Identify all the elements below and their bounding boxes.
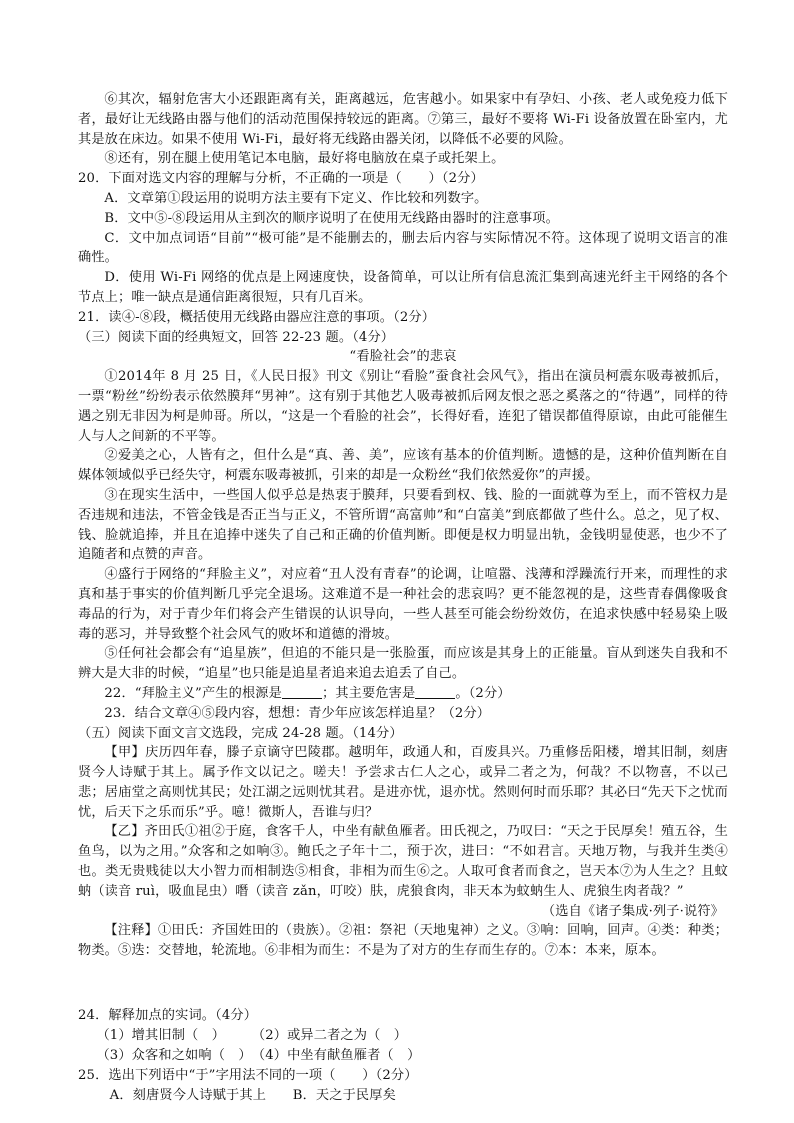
- passage-block-1: [78, 90, 728, 684]
- paragraph: B．文中⑤-⑧段运用从主到次的顺序说明了在使用无线路由器时的注意事项。: [104, 210, 559, 226]
- paragraph: ④盛行于网络的“拜脸主义”，对应着“丑人没有青春”的论调，让喧嚣、浅薄和浮躁流行开来，而理性的求真和基于事实的价值判断几乎完全退场。这难道不是一种社会的悲哀吗？更不能忽视的是，这些青春偶像吸食毒品的行为，对于青少年们将会产生错误的认识导向，一些人甚至可能会纷纷效仿，在追求快感中轻易染上吸毒的恶习，并导致整个社会风气的败坏和道德的滑坡。: [78, 567, 728, 642]
- answer-blank[interactable]: [282, 684, 322, 699]
- paragraph: A．文章第①段运用的说明方法主要有下定义、作比较和列数字。: [104, 190, 488, 206]
- paragraph: 21．读④-⑧段，概括使用无线路由器应注意的事项。（2分）: [78, 309, 436, 325]
- question-22: 22．“拜脸主义”产生的根源是 ；其主要危害是 。（2分）: [104, 685, 511, 701]
- document-page: [78, 90, 728, 1105]
- paragraph: 【甲】庆历四年春，滕子京谪守巴陵郡。越明年，政通人和，百废具兴。乃重修岳阳楼，增其旧制，刻唐贤今人诗赋于其上。属予作文以记之。嗟夫！予尝求古仁人之心，或异二者之为，何哉？不以物喜，不以己悲；居庙堂之高则忧其民；处江湖之远则忧其君。是进亦忧，退亦忧。然则何时而乐耶？其必曰“先天下之忧而忧，后天下之乐而乐”乎。噫！微斯人，吾谁与归？: [78, 745, 728, 820]
- paragraph: 【乙】齐田氏①祖②于庭，食客千人，中坐有献鱼雁者。田氏视之，乃叹曰：“天之于民厚矣！殖五谷，生鱼鸟，以为之用。”众客和之如响③。鲍氏之子年十二，预于次，进曰：“不如君言。天地万物，与我并生类④也。类无贵贱徒以大小智力而相制迭⑤相食，非相为而生⑥之。人取可食者而食之，岂天本⑦为人生之？且蚊蚋（读音 ruì，吸血昆虫）噆（读音 zǎn，叮咬）肤，虎狼食肉，非天本为蚊蚋生人、虎狼生肉者哉？”: [78, 824, 728, 899]
- paragraph: 20．下面对选文内容的理解与分析，不正确的一项是（ ）（2分）: [78, 171, 484, 187]
- paragraph: （三）阅读下面的经典短文，回答 22-23 题。（4分）: [78, 329, 395, 345]
- paragraph: 23．结合文章④⑤段内容，想想：青少年应该怎样追星？（2分）: [104, 705, 491, 721]
- paragraph: （1）增其旧制（ ） （2）或异二者之为（ ）: [96, 1028, 408, 1044]
- paragraph: C．文中加点词语“目前”“极可能”是不能删去的，删去后内容与实际情况不符。这体现了说明文语言的准确性。: [78, 230, 728, 266]
- answer-blank[interactable]: [415, 684, 455, 699]
- paragraph: ⑤任何社会都会有“追星族”，但追的不能只是一张脸蛋，而应该是其身上的正能量。盲从到迷失自我和不辨大是大非的时候，“追星”也只能是追星者追来追去追丢了自己。: [78, 646, 728, 682]
- paragraph: （3）众客和之如响（ ） （4）中坐有献鱼雁者（ ）: [96, 1048, 421, 1064]
- paragraph: ②爱美之心，人皆有之，但什么是“真、善、美”，应该有基本的价值判断。遗憾的是，这种价值判断在自媒体领域似乎已经失守，柯震东吸毒被抓，引来的却是一众粉丝“我们依然爱你”的声援。: [78, 448, 728, 484]
- paragraph: [78, 974, 728, 993]
- paragraph: “看脸社会”的悲哀: [349, 349, 457, 365]
- paragraph: ③在现实生活中，一些国人似乎总是热衷于膜拜，只要看到权、钱、脸的一面就尊为至上，而不管权力是否违规和违法，不管金钱是否正当与正义，不管所谓“高富帅”和“白富美”到底都做了些什么。总之，见了权、钱、脸就追捧，并且在追捧中迷失了自己和正确的价值判断。即便是权力明显出轨，金钱明显使恶，也少不了追随者和点赞的声音。: [78, 487, 728, 563]
- passage-block-2: [78, 704, 728, 1106]
- paragraph: （五）阅读下面文言文选段，完成 24-28 题。（14分）: [78, 725, 403, 741]
- paragraph: D．使用 Wi-Fi 网络的优点是上网速度快，设备简单，可以让所有信息流汇集到高速光纤主干网络的各个节点上；唯一缺点是通信距离很短，只有几百米。: [78, 270, 728, 305]
- paragraph: A．刻唐贤今人诗赋于其上 B．天之于民厚矣: [109, 1087, 396, 1103]
- paragraph: ⑥其次，辐射危害大小还跟距离有关，距离越远，危害越小。如果家中有孕妇、小孩、老人或免疫力低下者，最好让无线路由器与他们的活动范围保持较远的距离。⑦第三，最好不要将 Wi-Fi 设备放置在卧室内，尤其是放在床边。如果不使用 Wi-Fi，最好将无线路由器关闭，以降低不必要的风险。: [78, 92, 728, 147]
- paragraph: 24．解释加点的实词。（4分）: [78, 1008, 258, 1024]
- paragraph: ①2014年 8 月 25 日，《人民日报》刊文《别让“看脸”蚕食社会风气》，指出在演员柯震东吸毒被抓后，一票“粉丝”纷纷表示依然膜拜“男神”。这有别于其他艺人吸毒被抓后网友恨之恶之奚落之的“待遇”，同样的待遇之别无非因为柯是帅哥。所以，“这是一个看脸的社会”，长得好看，连犯了错误都值得原谅，由此可能催生人与人之间新的不平等。: [78, 369, 728, 444]
- paragraph: 25．选出下列语中“于”字用法不同的一项（ ）（2分）: [78, 1067, 418, 1083]
- paragraph: （选自《诸子集成·列子·说符》: [541, 903, 724, 919]
- paragraph: 【注释】①田氏：齐国姓田的（贵族）。②祖：祭祀（天地鬼神）之义。③响：回响，回声。④类：种类；物类。⑤迭：交替地，轮流地。⑥非相为而生：不是为了对方的生存而生存的。⑦本：本来，原本。: [78, 923, 728, 959]
- paragraph: ⑧还有，别在腿上使用笔记本电脑，最好将电脑放在桌子或托架上。: [104, 151, 505, 167]
